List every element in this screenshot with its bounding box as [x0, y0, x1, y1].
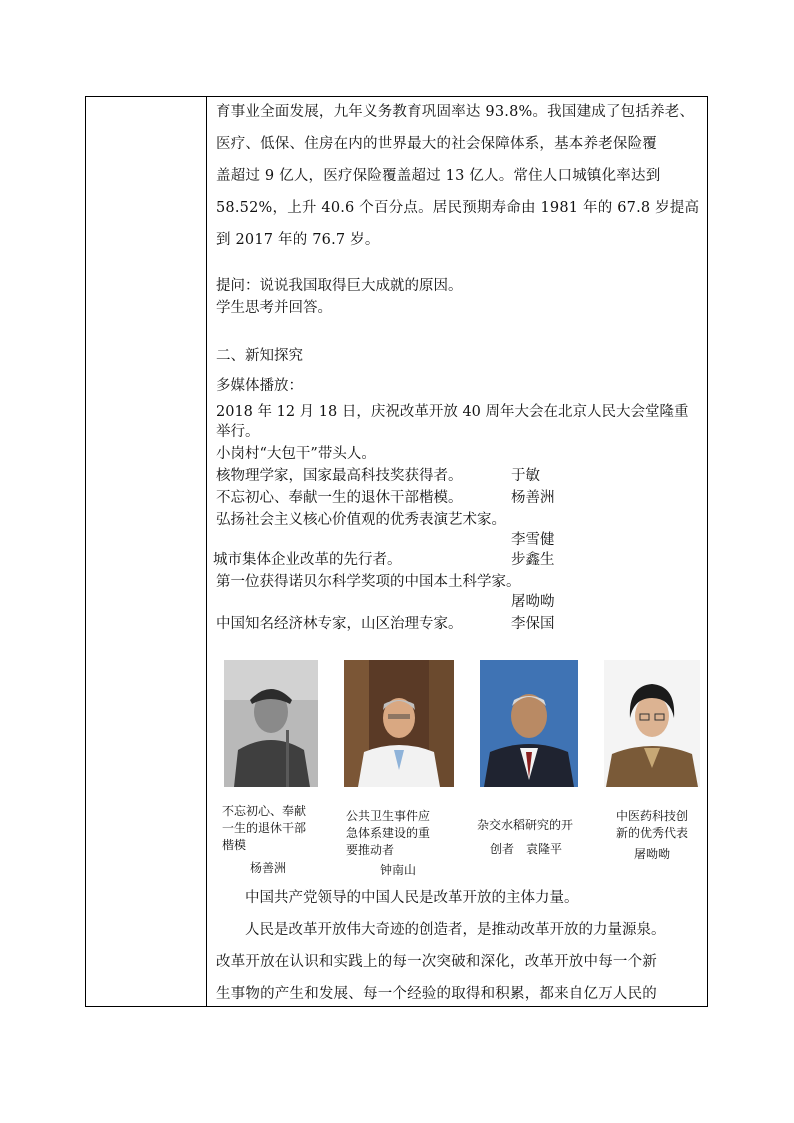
caption-3-line1: 杂交水稻研究的开 — [477, 818, 574, 832]
para1-line2: 医疗、低保、住房在内的世界最大的社会保障体系，基本养老保险覆 — [216, 136, 657, 152]
caption-2-name: 钟南山 — [380, 863, 417, 877]
honoree-b-name: 于敏 — [511, 468, 540, 484]
caption-3-line2: 创者 袁隆平 — [490, 842, 563, 856]
column-divider — [206, 96, 207, 1007]
media-label: 多媒体播放： — [216, 378, 303, 394]
caption-3 — [477, 817, 573, 858]
para1-line4: 58.52%，上升 40.6 个百分点。居民预期寿命由 1981 年的 67.8 岁提高 — [216, 200, 700, 216]
caption-4-line1: 中医药科技创 — [615, 809, 688, 823]
para1-line3: 盖超过 9 亿人，医疗保险覆盖超过 13 亿人。常住人口城镇化率达到 — [216, 168, 661, 184]
event-line2: 举行。 — [216, 424, 260, 440]
portrait-photo-1 — [224, 660, 318, 787]
honoree-c-name: 杨善洲 — [511, 490, 555, 506]
caption-4-line2: 新的优秀代表 — [615, 826, 688, 840]
honoree-f-name: 屠呦呦 — [511, 594, 555, 610]
para1-line5: 到 2017 年的 76.7 岁。 — [216, 232, 380, 248]
caption-2-line1: 公共卫生事件应 — [346, 809, 431, 823]
caption-4 — [604, 808, 700, 863]
closing-line1: 中国共产党领导的中国人民是改革开放的主体力量。 — [245, 890, 579, 906]
para1-line1: 育事业全面发展，九年义务教育巩固率达 93.8%。我国建成了包括养老、 — [216, 104, 695, 120]
section-heading: 二、新知探究 — [216, 348, 303, 364]
honoree-g-desc: 中国知名经济林专家，山区治理专家。 — [216, 616, 463, 632]
honoree-b-desc: 核物理学家，国家最高科技奖获得者。 — [216, 468, 463, 484]
caption-1-line3: 楷模 — [222, 838, 247, 852]
student-response: 学生思考并回答。 — [216, 300, 332, 316]
caption-1-line2: 一生的退休干部 — [222, 821, 307, 835]
honoree-c-desc: 不忘初心、奉献一生的退休干部楷模。 — [216, 490, 463, 506]
honoree-d-desc: 弘扬社会主义核心价值观的优秀表演艺术家。 — [216, 512, 506, 528]
event-line1: 2018 年 12 月 18 日，庆祝改革开放 40 周年大会在北京人民大会堂隆重 — [216, 404, 689, 420]
closing-line3: 改革开放在认识和实践上的每一次突破和深化，改革开放中每一个新 — [216, 954, 657, 970]
closing-line2: 人民是改革开放伟大奇迹的创造者，是推动改革开放的力量源泉。 — [245, 922, 666, 938]
portrait-photo-3 — [480, 660, 578, 787]
caption-2 — [346, 808, 430, 859]
honoree-a: 小岗村“大包干”带头人。 — [216, 446, 376, 462]
caption-1-line1: 不忘初心、奉献 — [222, 804, 307, 818]
caption-2-line3: 要推动者 — [346, 843, 395, 857]
portrait-photo-4 — [604, 660, 700, 787]
question: 提问：说说我国取得巨大成就的原因。 — [216, 278, 463, 294]
caption-1-name: 杨善洲 — [250, 861, 287, 875]
honoree-g-name: 李保国 — [511, 616, 555, 632]
honoree-f-desc: 第一位获得诺贝尔科学奖项的中国本土科学家。 — [216, 574, 521, 590]
caption-1 — [222, 803, 306, 854]
honoree-d-name: 李雪健 — [511, 532, 555, 548]
caption-4-name: 屠呦呦 — [633, 847, 670, 861]
portrait-photo-2 — [344, 660, 454, 787]
caption-2-line2: 急体系建设的重 — [346, 826, 431, 840]
honoree-e-desc: 城市集体企业改革的先行者。 — [213, 552, 402, 568]
closing-line4: 生事物的产生和发展、每一个经验的取得和积累，都来自亿万人民的 — [216, 986, 657, 1002]
honoree-e-name: 步鑫生 — [511, 552, 555, 568]
